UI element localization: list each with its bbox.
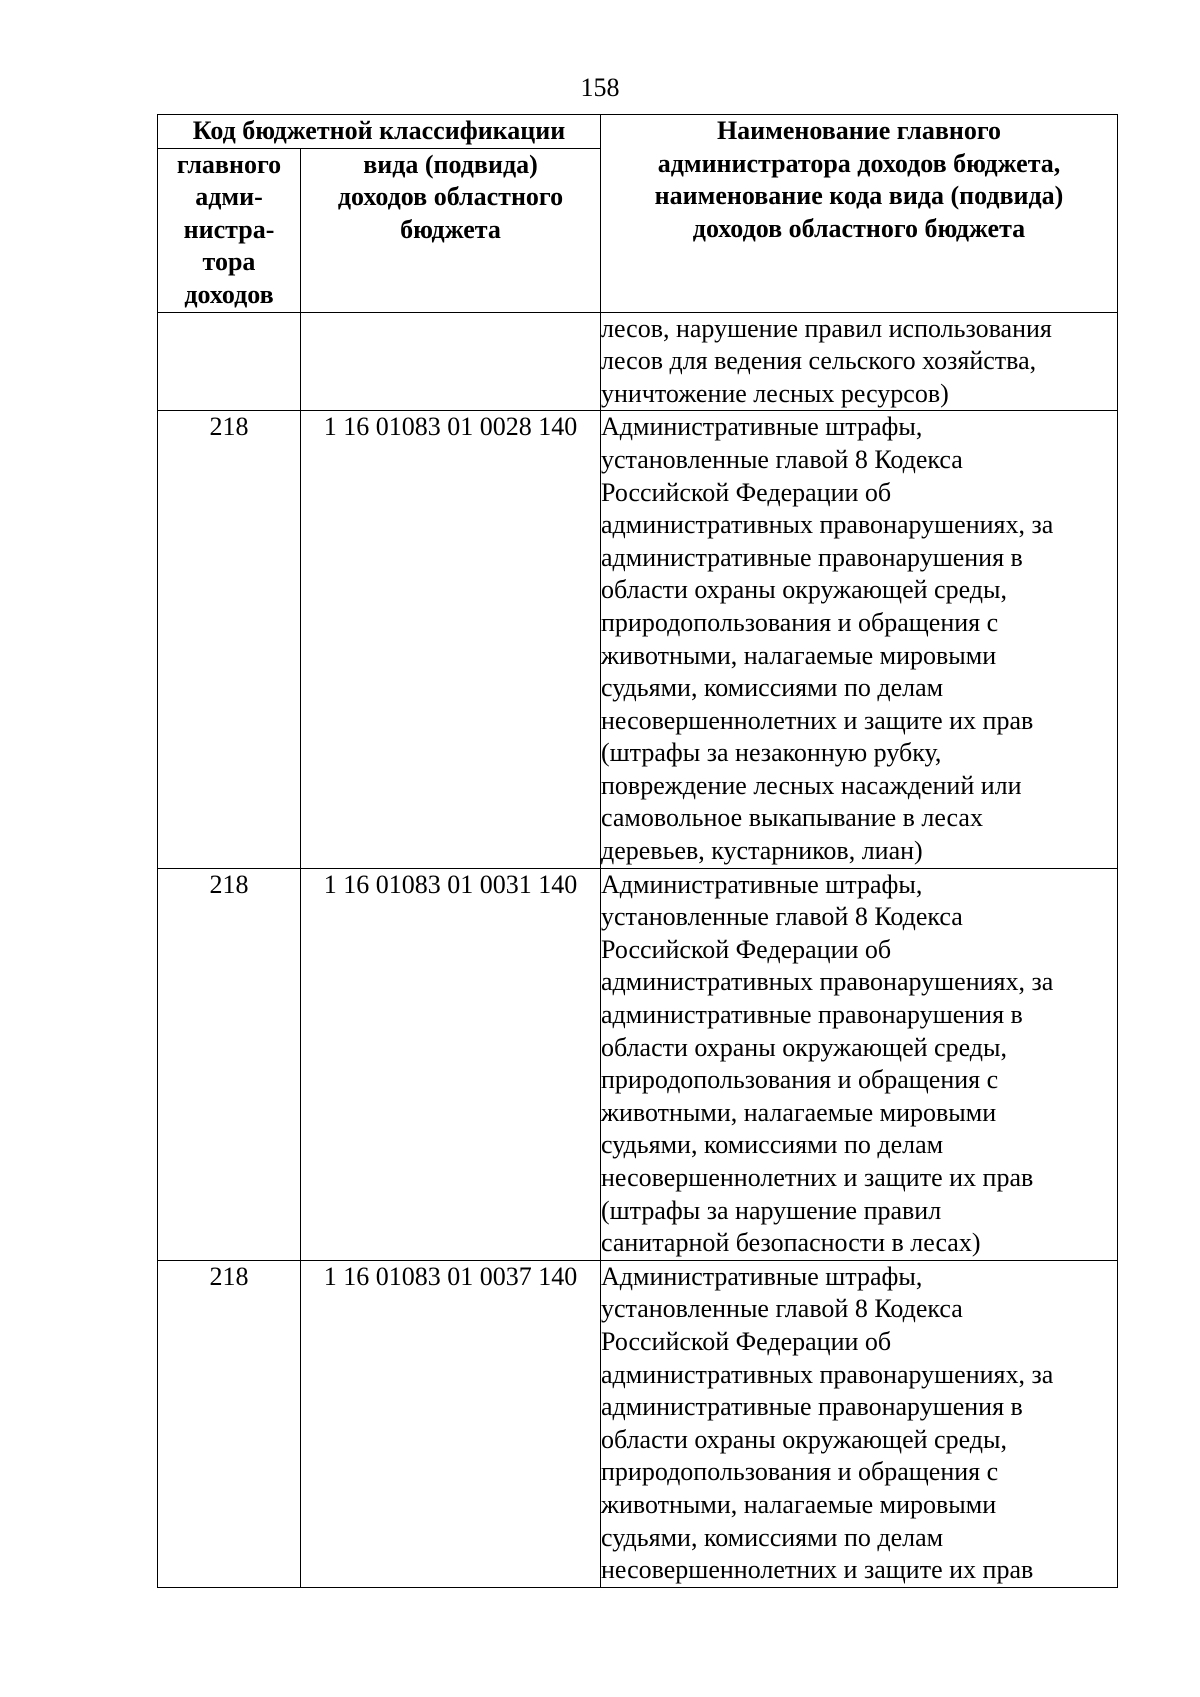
name-line: судьями, комиссиями по делам — [601, 1130, 944, 1160]
name-line: Административные штрафы, — [601, 412, 923, 442]
header-type-line: доходов областного — [337, 182, 564, 212]
name-line: несовершеннолетних и защите их прав — [601, 1163, 1034, 1192]
name-line: повреждение лесных насаждений или — [601, 770, 1022, 800]
name-line: установленные главой 8 Кодекса — [601, 1294, 963, 1324]
name-line: животными, налагаемые мировыми — [601, 640, 997, 670]
name-line: несовершеннолетних и защите их прав — [601, 705, 1034, 735]
header-admin-line: главного — [176, 149, 282, 179]
budget-classification-table — [157, 114, 1118, 1588]
header-budget-classification-code: Код бюджетной классификации — [158, 115, 601, 149]
name-line: установленные главой 8 Кодекса — [601, 444, 963, 474]
name-line: уничтожение лесных ресурсов) — [601, 378, 949, 408]
name-line: судьями, комиссиями по делам — [601, 1522, 944, 1552]
income-type-code-cell — [301, 312, 601, 411]
name-line: административные правонарушения в — [601, 1392, 1023, 1422]
header-type-line: бюджета — [400, 214, 501, 244]
name-line: санитарной безопасности в лесах) — [601, 1228, 981, 1258]
header-admin-line: адми- — [195, 182, 263, 212]
table-body — [158, 312, 1118, 1587]
name-cell — [601, 312, 1118, 411]
name-line: природопользования и обращения с — [601, 1065, 999, 1095]
name-line: административных правонарушениях, за — [601, 967, 1054, 997]
table-row — [158, 312, 1118, 411]
table-row — [158, 868, 1118, 1260]
page-number: 158 — [580, 73, 620, 102]
name-line: Административные штрафы, — [601, 869, 923, 899]
header-admin-line: нистра- — [183, 214, 275, 244]
header-name-line: администратора доходов бюджета, — [657, 148, 1061, 178]
header-admin-line: тора — [202, 247, 256, 277]
header-name-line: Наименование главного — [716, 116, 1002, 145]
name-line: самовольное выкапывание в лесах — [601, 803, 983, 833]
header-admin-line: доходов — [184, 279, 274, 309]
name-line: административных правонарушениях, за — [601, 1359, 1054, 1389]
name-line: природопользования и обращения с — [601, 607, 999, 637]
name-line: Российской Федерации об — [601, 1326, 892, 1356]
header-row-group — [158, 115, 1118, 149]
table-header — [158, 115, 1118, 313]
name-line: лесов, нарушение правил использования — [601, 313, 1052, 343]
name-line: административных правонарушениях, за — [601, 510, 1054, 540]
admin-code-cell: 218 — [158, 1260, 301, 1587]
name-line: области охраны окружающей среды, — [601, 1032, 1007, 1062]
name-cell — [601, 1260, 1118, 1587]
header-name-column — [601, 115, 1118, 313]
table-row — [158, 411, 1118, 868]
income-type-code-cell: 1 16 01083 01 0031 140 — [301, 868, 601, 1260]
admin-code-cell — [158, 312, 301, 411]
income-type-code-cell: 1 16 01083 01 0028 140 — [301, 411, 601, 868]
name-line: лесов для ведения сельского хозяйства, — [601, 346, 1037, 376]
header-type-column — [301, 148, 601, 312]
name-cell — [601, 411, 1118, 868]
name-line: судьями, комиссиями по делам — [601, 673, 944, 703]
name-line: области охраны окружающей среды, — [601, 575, 1007, 605]
name-line: несовершеннолетних и защите их прав — [601, 1555, 1034, 1585]
header-name-line: доходов областного бюджета — [692, 213, 1026, 243]
name-line: Российской Федерации об — [601, 477, 892, 507]
header-admin-column — [158, 148, 301, 312]
name-line: деревьев, кустарников, лиан) — [601, 836, 923, 866]
name-line: (штрафы за незаконную рубку, — [601, 738, 942, 768]
income-type-code-cell: 1 16 01083 01 0037 140 — [301, 1260, 601, 1587]
name-line: животными, налагаемые мировыми — [601, 1489, 997, 1519]
admin-code-cell: 218 — [158, 868, 301, 1260]
header-name-line: наименование кода вида (подвида) — [654, 181, 1064, 211]
name-line: области охраны окружающей среды, — [601, 1424, 1007, 1454]
name-line: административные правонарушения в — [601, 1000, 1023, 1030]
name-line: установленные главой 8 Кодекса — [601, 902, 963, 932]
name-line: природопользования и обращения с — [601, 1457, 999, 1487]
admin-code-cell: 218 — [158, 411, 301, 868]
name-line: (штрафы за нарушение правил — [601, 1195, 942, 1225]
table-row — [158, 1260, 1118, 1587]
name-line: животными, налагаемые мировыми — [601, 1097, 997, 1127]
name-cell — [601, 868, 1118, 1260]
name-line: административные правонарушения в — [601, 542, 1023, 572]
header-type-line: вида (подвида) — [363, 149, 538, 179]
name-line: Российской Федерации об — [601, 934, 892, 964]
name-line: Административные штрафы, — [601, 1261, 923, 1291]
